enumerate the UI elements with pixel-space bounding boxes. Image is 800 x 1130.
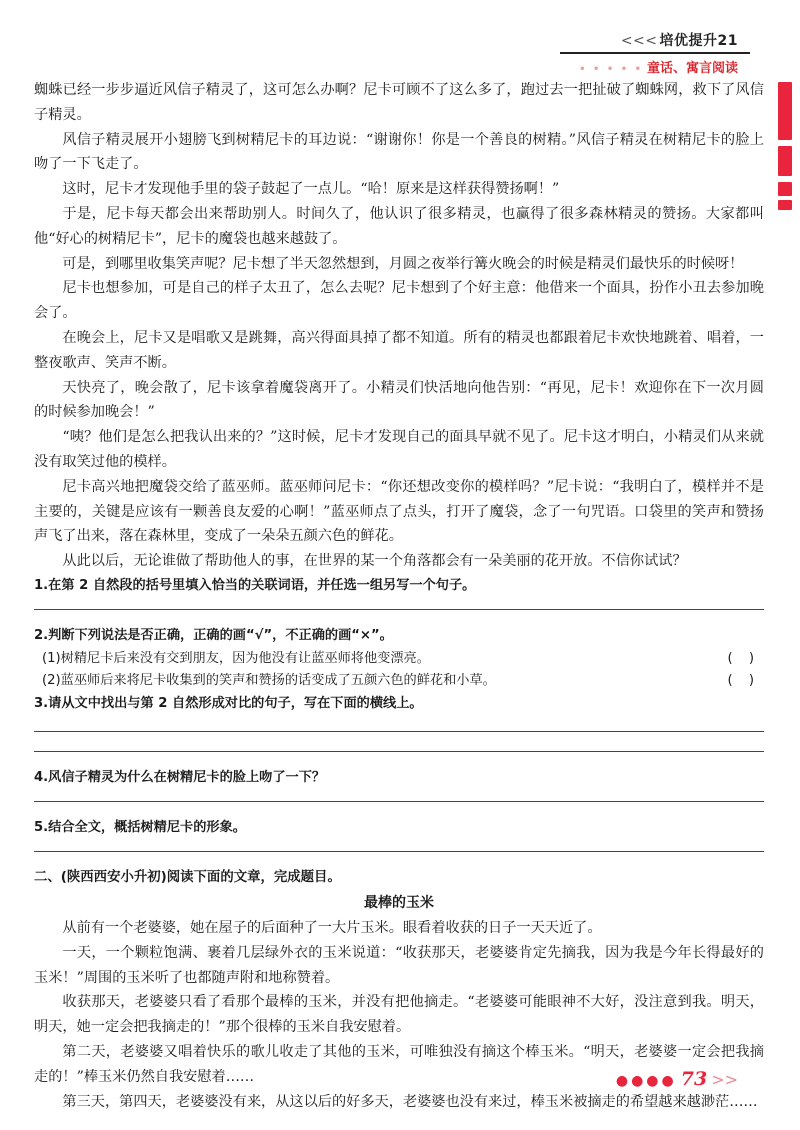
- edge-tab-bar: [778, 182, 792, 196]
- footer-dots-icon: ●●●●: [615, 1073, 677, 1089]
- section-subtitle: [579, 57, 738, 76]
- question-5: 5.结合全文，概括树精尼卡的形象。: [34, 819, 246, 835]
- article-paragraph: 第二天，老婆婆又唱着快乐的歌儿收走了其他的玉米，可唯独没有摘这个棒玉米。“明天，老婆婆一定会把我摘走的！”棒玉米仍然自我安慰着……: [34, 1043, 764, 1085]
- header-rule: [560, 52, 750, 54]
- section-heading: 二、(陕西西安小升初)阅读下面的文章，完成题目。: [34, 869, 341, 885]
- page-content: [34, 78, 764, 1114]
- article-paragraph: 一天，一个颗粒饱满、裹着几层绿外衣的玉米说道：“收获那天，老婆婆肯定先摘我，因为我是今年长得最好的玉米！”周围的玉米听了也都随声附和地称赞着。: [34, 944, 764, 986]
- subtitle-text: 童话、寓言阅读: [646, 61, 738, 76]
- question-4: 4.风信子精灵为什么在树精尼卡的脸上吻了一下？: [34, 769, 326, 785]
- story-paragraph: 天快亮了，晚会散了，尼卡该拿着魔袋离开了。小精灵们快活地向他告别：“再见，尼卡！欢迎你在下一次月圆的时候参加晚会！”: [34, 379, 764, 421]
- edge-tab-bar: [778, 146, 792, 176]
- answer-line[interactable]: [34, 608, 764, 610]
- question-2: 2.判断下列说法是否正确，正确的画“√”，不正确的画“×”。: [34, 627, 393, 643]
- page-number: 73: [680, 1068, 708, 1090]
- story-paragraph: 可是，到哪里收集笑声呢？尼卡想了半天忽然想到，月圆之夜举行篝火晚会的时候是精灵们最快乐的时候呀！: [62, 255, 744, 272]
- article-title: 最棒的玉米: [364, 894, 434, 911]
- story-paragraph: “咦？他们是怎么把我认出来的？”这时候，尼卡才发现自己的面具早就不见了。尼卡这才明白，小精灵们从来就没有取笑过他的模样。: [34, 429, 764, 470]
- story-paragraph: 于是，尼卡每天都会出来帮助别人。时间久了，他认识了很多精灵，也赢得了很多森林精灵的赞扬。大家都叫他“好心的树精尼卡”，尼卡的魔袋也越来越鼓了。: [34, 205, 764, 247]
- article-paragraph: 收获那天，老婆婆只看了看那个最棒的玉米，并没有把他摘走。“老婆婆可能眼神不大好，没注意到我。明天，明天，她一定会把我摘走的！”那个很棒的玉米自我安慰着。: [34, 994, 764, 1036]
- dots-icon: • • • • •: [579, 64, 643, 75]
- page-header: [621, 30, 738, 50]
- question-3: 3.请从文中找出与第 2 自然形成对比的句子，写在下面的横线上。: [34, 695, 423, 711]
- answer-line[interactable]: [34, 750, 764, 752]
- story-paragraph: 尼卡高兴地把魔袋交给了蓝巫师。蓝巫师问尼卡：“你还想改变你的模样吗？”尼卡说：“我明白了，模样并不是主要的，关键是应该有一颗善良友爱的心啊！”蓝巫师点了点头，打开了魔袋，念了一句咒语。口袋里的笑声和赞扬声飞了出来，落在森林里，变成了一朵朵五颜六色的鲜花。: [34, 478, 764, 545]
- answer-paren[interactable]: ( ): [727, 672, 760, 688]
- article-paragraph: 从前有一个老婆婆，她在屋子的后面种了一大片玉米。眼看着收获的日子一天天近了。: [62, 919, 602, 936]
- arrows-left-icon: <<<: [620, 33, 658, 49]
- story-paragraph: 从此以后，无论谁做了帮助他人的事，在世界的某一个角落都会有一朵美丽的花开放。不信你试试？: [62, 553, 687, 570]
- story-paragraph: 蜘蛛已经一步步逼近风信子精灵了，这可怎么办啊？尼卡可顾不了这么多了，跑过去一把扯破了蜘蛛网，救下了风信子精灵。: [34, 82, 764, 123]
- question-2-option-2: [34, 670, 764, 692]
- series-title: 培优提升21: [659, 33, 738, 49]
- story-paragraph: 这时，尼卡才发现他手里的袋子鼓起了一点儿。“哈！原来是这样获得赞扬啊！”: [62, 181, 560, 198]
- edge-tab-bar: [778, 82, 792, 140]
- answer-paren[interactable]: ( ): [727, 650, 760, 666]
- answer-line[interactable]: [34, 730, 764, 732]
- question-1: 1.在第 2 自然段的括号里填入恰当的关联词语，并任选一组另写一个句子。: [34, 577, 476, 593]
- series-label: [621, 33, 738, 49]
- question-2-option-1: [34, 648, 764, 670]
- story-paragraph: 尼卡也想参加，可是自己的样子太丑了，怎么去呢？尼卡想到了个好主意：他借来一个面具，扮作小丑去参加晚会了。: [34, 280, 764, 322]
- story-paragraph: 在晚会上，尼卡又是唱歌又是跳舞，高兴得面具掉了都不知道。所有的精灵也都跟着尼卡欢快地跳着、唱着，一整夜歌声、笑声不断。: [34, 329, 764, 371]
- answer-line[interactable]: [34, 850, 764, 852]
- article-paragraph: 第三天，第四天，老婆婆没有来，从这以后的好多天，老婆婆也没有来过，棒玉米被摘走的希望越来越渺茫……: [62, 1093, 758, 1110]
- edge-tab-bar: [778, 200, 792, 210]
- page-footer: [616, 1068, 738, 1090]
- story-paragraph: 风信子精灵展开小翅膀飞到树精尼卡的耳边说：“谢谢你！你是一个善良的树精。”风信子精灵在树精尼卡的脸上吻了一下飞走了。: [34, 131, 764, 173]
- answer-line[interactable]: [34, 800, 764, 802]
- next-arrows-icon: >>: [711, 1070, 738, 1089]
- option-text: (1)树精尼卡后来没有交到朋友，因为他没有让蓝巫师将他变漂亮。: [42, 650, 430, 666]
- option-text: (2)蓝巫师后来将尼卡收集到的笑声和赞扬的话变成了五颜六色的鲜花和小草。: [42, 672, 496, 688]
